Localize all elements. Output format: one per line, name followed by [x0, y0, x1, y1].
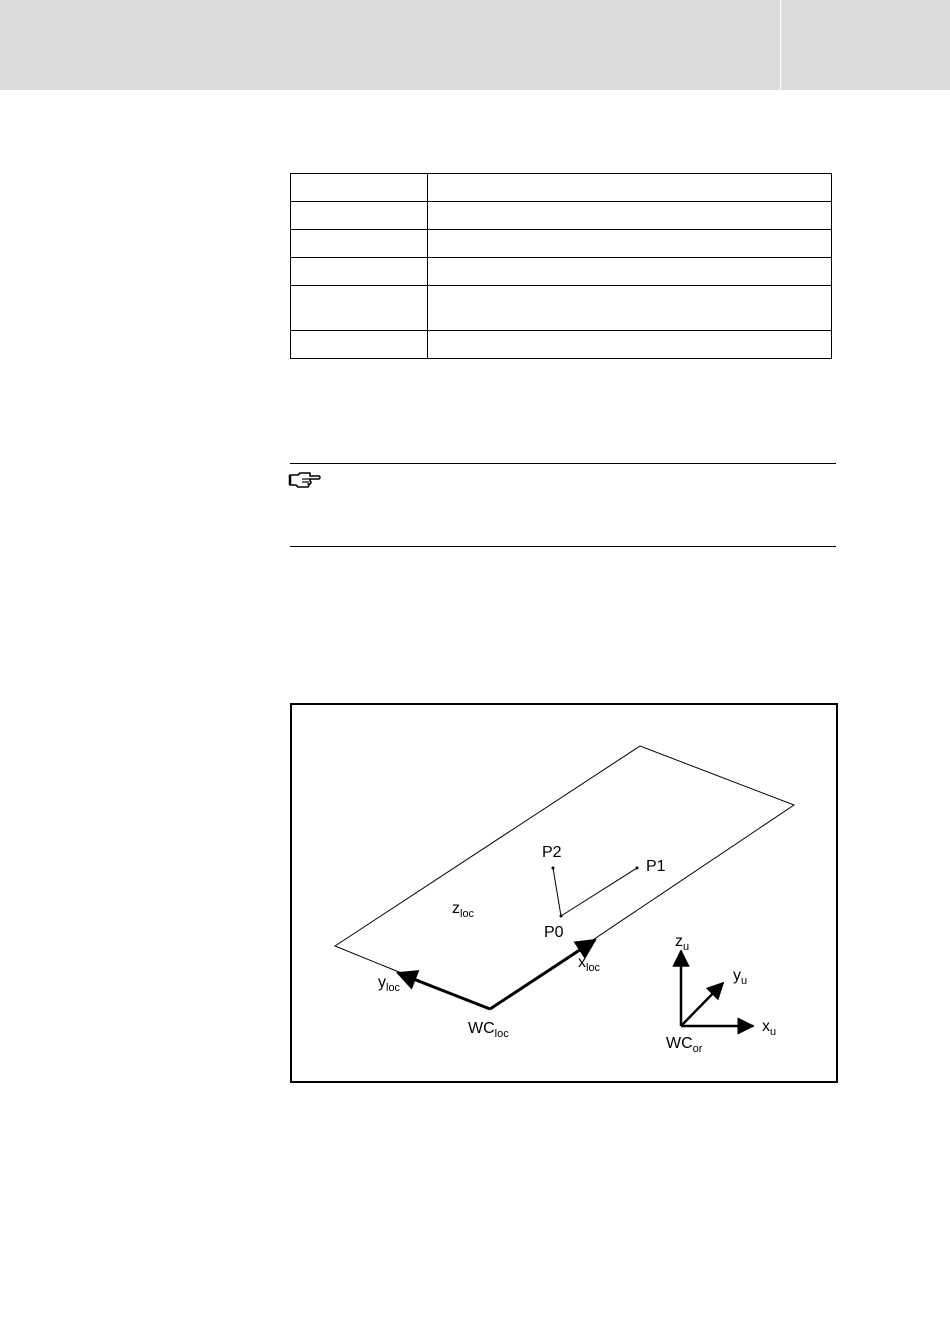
label-z-u-sub: u	[683, 941, 690, 953]
label-y-u	[733, 967, 747, 987]
table-row	[291, 230, 832, 258]
y-loc-axis	[398, 973, 490, 1009]
label-z-loc-base: z	[452, 900, 460, 917]
label-wc-loc-sub: loc	[494, 1028, 509, 1040]
point-p2	[552, 867, 555, 870]
pointing-hand-icon	[288, 470, 322, 490]
label-wc-or	[666, 1035, 703, 1055]
table-row	[291, 286, 832, 331]
label-x-loc-base: x	[578, 954, 586, 971]
table-row	[291, 331, 832, 359]
y-u-axis	[681, 983, 723, 1026]
table-cell	[291, 286, 428, 331]
label-z-u	[675, 933, 689, 953]
table-cell	[428, 286, 832, 331]
label-p0: P0	[544, 924, 564, 941]
p0-p2-line	[553, 868, 561, 916]
table-cell	[291, 258, 428, 286]
point-p1	[636, 867, 639, 870]
label-y-loc-sub: loc	[386, 982, 401, 994]
label-x-loc-sub: loc	[586, 962, 601, 974]
label-wc-loc	[468, 1020, 509, 1040]
coordinate-system-figure	[290, 703, 838, 1083]
figure-diagram	[292, 705, 836, 1081]
label-y-loc-base: y	[378, 974, 386, 991]
table-cell	[291, 174, 428, 202]
point-p0	[560, 915, 563, 918]
table-cell	[291, 230, 428, 258]
table-cell	[291, 202, 428, 230]
label-z-u-base: z	[675, 933, 683, 950]
label-x-loc	[578, 954, 601, 974]
label-p2: P2	[542, 844, 562, 861]
table-cell	[428, 331, 832, 359]
parameter-table	[290, 173, 832, 359]
table-cell	[428, 174, 832, 202]
label-x-u-base: x	[762, 1018, 770, 1035]
table-row	[291, 258, 832, 286]
table-cell	[428, 258, 832, 286]
label-y-loc	[378, 974, 401, 994]
note-bottom-rule	[290, 546, 836, 547]
label-y-u-sub: u	[741, 975, 748, 987]
page-header-band	[0, 0, 950, 90]
table-cell	[428, 202, 832, 230]
label-wc-or-sub: or	[692, 1043, 703, 1055]
label-z-loc	[452, 900, 475, 920]
label-z-loc-sub: loc	[460, 908, 475, 920]
p0-p1-line	[561, 868, 637, 916]
note-top-rule	[290, 463, 836, 464]
label-wc-loc-base: WC	[468, 1020, 495, 1037]
label-x-u-sub: u	[770, 1026, 777, 1038]
table-row	[291, 174, 832, 202]
label-p1: P1	[646, 858, 666, 875]
local-plane	[335, 746, 794, 1009]
label-wc-or-base: WC	[666, 1035, 693, 1052]
x-loc-axis	[490, 940, 595, 1009]
header-divider	[780, 0, 781, 90]
table-row	[291, 202, 832, 230]
label-x-u	[762, 1018, 776, 1038]
label-y-u-base: y	[733, 967, 741, 984]
table-cell	[291, 331, 428, 359]
table-cell	[428, 230, 832, 258]
